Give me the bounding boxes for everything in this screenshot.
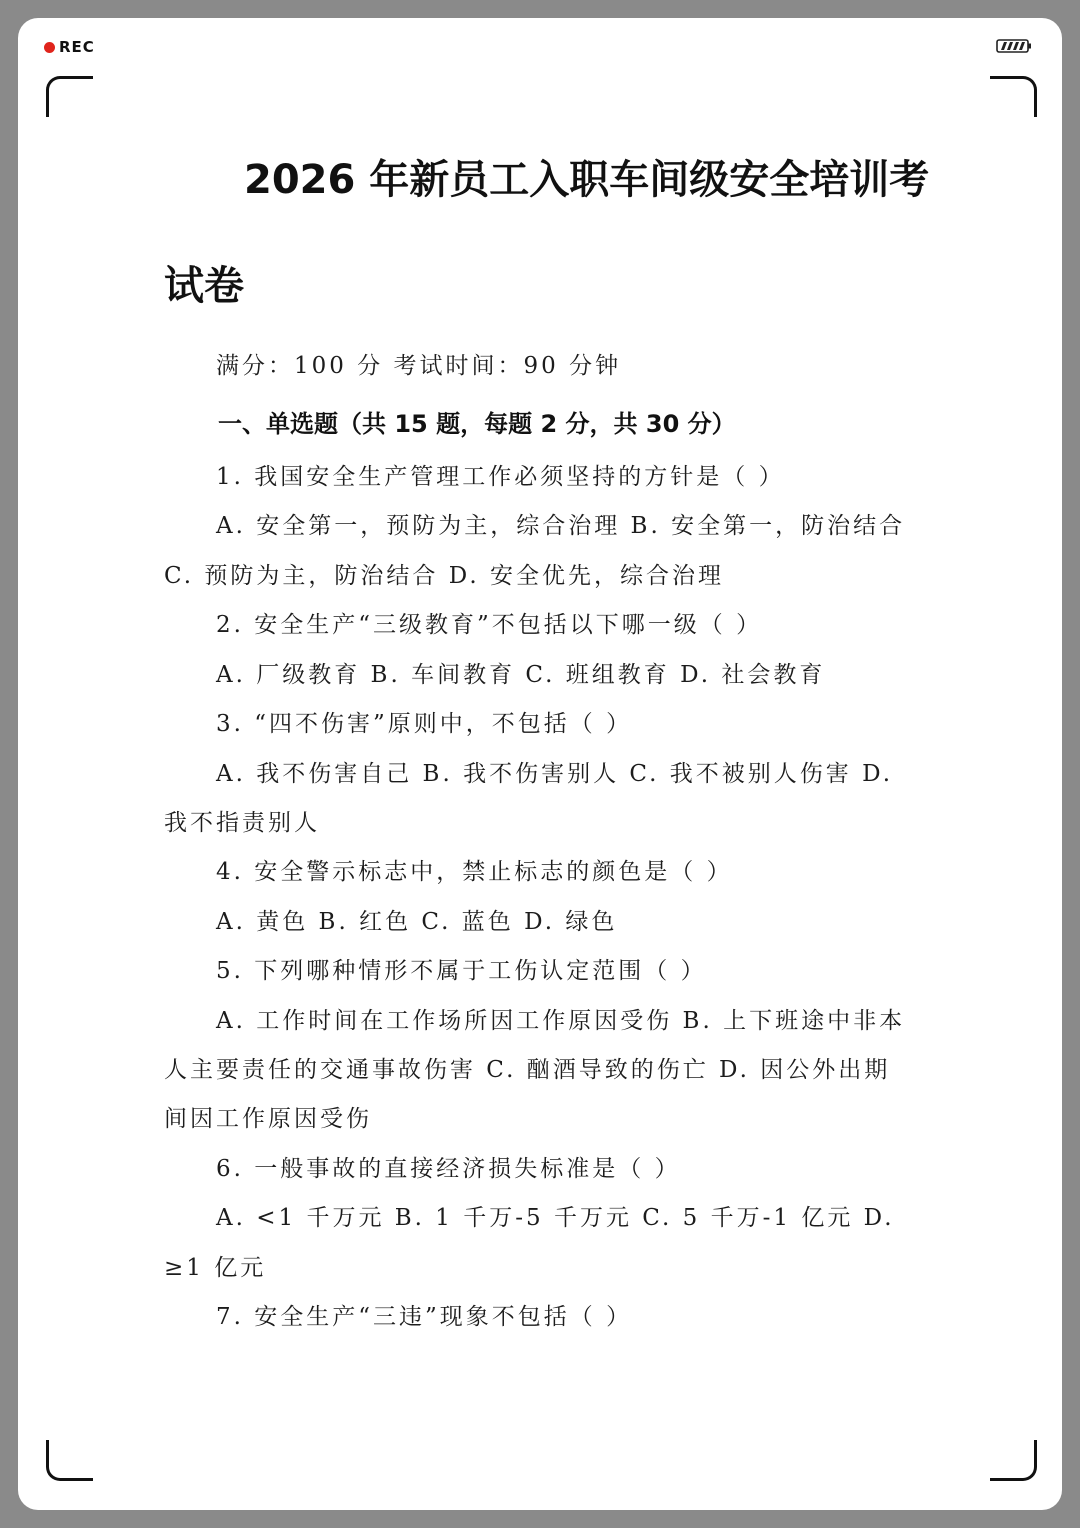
viewfinder-corner-top-left — [46, 76, 93, 117]
option-line: ≥1 亿元 — [164, 1255, 267, 1281]
option-line: A. 黄色 B. 红色 C. 蓝色 D. 绿色 — [216, 909, 618, 935]
exam-meta: 满分：100 分 考试时间：90 分钟 — [216, 353, 622, 379]
document-title-line-2: 试卷 — [164, 263, 244, 309]
question-line: 3. “四不伤害”原则中，不包括（ ） — [216, 711, 633, 737]
record-dot-icon — [44, 42, 55, 53]
option-line: A. 安全第一，预防为主，综合治理 B. 安全第一，防治结合 — [216, 513, 906, 539]
question-line: 5. 下列哪种情形不属于工伤认定范围（ ） — [216, 958, 707, 984]
option-line: A. 工作时间在工作场所因工作原因受伤 B. 上下班途中非本 — [216, 1008, 906, 1034]
battery-full-icon — [996, 39, 1032, 53]
viewfinder-corner-top-right — [990, 76, 1037, 117]
option-line: A. <1 千万元 B. 1 千万-5 千万元 C. 5 千万-1 亿元 D. — [216, 1205, 895, 1231]
question-line: 4. 安全警示标志中，禁止标志的颜色是（ ） — [216, 859, 733, 885]
viewfinder-corner-bottom-right — [990, 1440, 1037, 1481]
question-line: 6. 一般事故的直接经济损失标准是（ ） — [216, 1156, 681, 1182]
option-line: A. 厂级教育 B. 车间教育 C. 班组教育 D. 社会教育 — [216, 662, 826, 688]
question-line: 2. 安全生产“三级教育”不包括以下哪一级（ ） — [216, 612, 763, 638]
option-line: A. 我不伤害自己 B. 我不伤害别人 C. 我不被别人伤害 D. — [216, 761, 894, 787]
section-heading: 一、单选题（共 15 题，每题 2 分，共 30 分） — [218, 410, 736, 438]
document-title-line-1: 2026 年新员工入职车间级安全培训考 — [244, 157, 930, 203]
rec-label: REC — [59, 38, 95, 56]
question-line: 1. 我国安全生产管理工作必须坚持的方针是（ ） — [216, 464, 785, 490]
option-line: 我不指责别人 — [164, 810, 320, 836]
question-line: 7. 安全生产“三违”现象不包括（ ） — [216, 1304, 633, 1330]
option-line: C. 预防为主，防治结合 D. 安全优先，综合治理 — [164, 563, 724, 589]
viewfinder-corner-bottom-left — [46, 1440, 93, 1481]
option-line: 间因工作原因受伤 — [164, 1106, 372, 1132]
option-line: 人主要责任的交通事故伤害 C. 酗酒导致的伤亡 D. 因公外出期 — [164, 1057, 891, 1083]
recording-indicator — [44, 38, 95, 56]
